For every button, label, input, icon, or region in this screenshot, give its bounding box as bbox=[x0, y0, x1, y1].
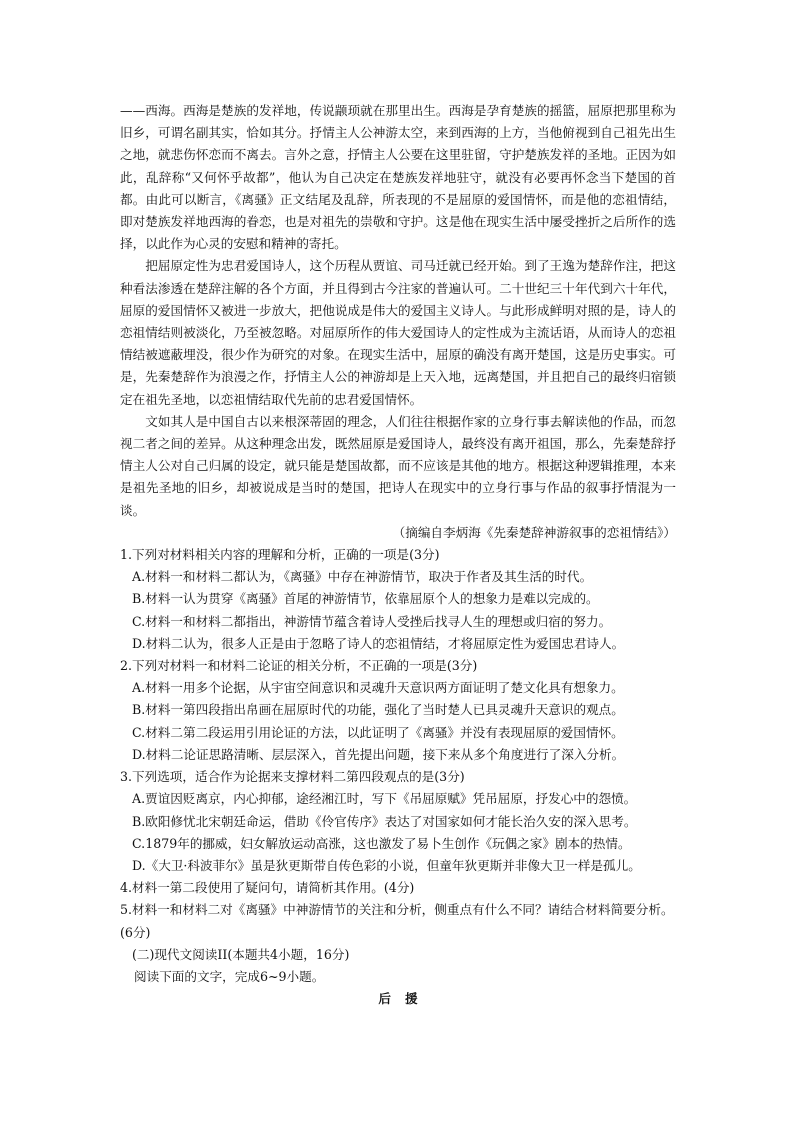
option-a: A.贾谊因贬离京，内心抑郁，途经湘江时，写下《吊屈原赋》凭吊屈原，抒发心中的怨愤。 bbox=[132, 791, 637, 807]
option-c: C.材料二第二段运用引用论证的方法，以此证明了《离骚》并没有表现屈原的爱国情怀。 bbox=[132, 724, 624, 740]
option-c: C.1879年的挪威，妇女解放运动高涨，这也激发了易卜生创作《玩偶之家》剧本的热情。 bbox=[132, 835, 631, 851]
question-3 bbox=[120, 766, 676, 877]
passage-paragraph-2: 把屈原定性为忠君爱国诗人，这个历程从贾谊、司马迁就已经开始。到了王逸为楚辞作注，把这种看法渗透在楚辞注解的各个方面，并且得到古今注家的普遍认可。二十世纪三十年代到六十年代，屈原的爱国情怀又被进一步放大，把他说成是伟大的爱国主义诗人。与此形成鲜明对照的是，诗人的恋祖情结则被淡化，乃至被忽略。对屈原所作的伟大爱国诗人的定性成为主流话语，从而诗人的恋祖情结被遮蔽埋没，很少作为研究的对象。在现实生活中，屈原的确没有离开楚国，这是历史事实。可是，先秦楚辞作为浪漫之作，抒情主人公的神游却是上天入地，远离楚国，并且把自己的最终归宿锁定在祖先圣地，以恋祖情结取代先前的忠君爱国情怀。 bbox=[120, 258, 676, 407]
section-instruction: 阅读下面的文字，完成6~9小题。 bbox=[134, 968, 325, 984]
question-stem: 2.下列对材料一和材料二论证的相关分析，不正确的一项是(3分) bbox=[120, 658, 478, 674]
passage-source: （摘编自李炳海《先秦楚辞神游叙事的恋祖情结》） bbox=[392, 524, 676, 540]
option-a: A.材料一和材料二都认为，《离骚》中存在神游情节，取决于作者及其生活的时代。 bbox=[132, 569, 593, 585]
question-1 bbox=[120, 544, 676, 655]
option-a: A.材料一用多个论据，从宇宙空间意识和灵魂升天意识两方面证明了楚文化具有想象力。 bbox=[132, 680, 624, 696]
question-2 bbox=[120, 655, 676, 766]
story-title: 后援 bbox=[378, 991, 432, 1007]
passage-paragraph-1: ——西海。西海是楚族的发祥地，传说颛顼就在那里出生。西海是孕育楚族的摇篮，屈原把那里称为旧乡，可谓名副其实，恰如其分。抒情主人公神游太空，来到西海的上方，当他俯视到自己祖先出生之地，就悲伤怀恋而不离去。言外之意，抒情主人公要在这里驻留，守护楚族发祥的圣地。正因为如此，乱辞称“又何怀乎故都”，他认为自己决定在楚族发祥地驻守，就没有必要再怀念当下楚国的首都。由此可以断言，《离骚》正文结尾及乱辞，所表现的不是屈原的爱国情怀，而是他的恋祖情结，即对楚族发祥地西海的眷恋，也是对祖先的崇敬和守护。这是他在现实生活中屡受挫折之后所作的选择，以此作为心灵的安慰和精神的寄托。 bbox=[120, 103, 676, 252]
question-5: 5.材料一和材料二对《离骚》中神游情节的关注和分析，侧重点有什么不同？请结合材料简要分析。(6分) bbox=[120, 902, 674, 940]
passage-paragraph-3: 文如其人是中国自古以来根深蒂固的理念，人们往往根据作家的立身行事去解读他的作品，而忽视二者之间的差异。从这种理念出发，既然屈原是爱国诗人，最终没有离开祖国，那么，先秦楚辞抒情主人公对自己归属的设定，就只能是楚国故都，而不应该是其他的地方。根据这种逻辑推理，本来是祖先圣地的旧乡，却被说成是当时的楚国，把诗人在现实中的立身行事与作品的叙事抒情混为一谈。 bbox=[120, 413, 676, 518]
question-stem: 3.下列选项，适合作为论据来支撑材料二第四段观点的是(3分) bbox=[120, 769, 465, 785]
option-d: D.材料二认为，很多人正是由于忽略了诗人的恋祖情结，才将屈原定性为爱国忠君诗人。 bbox=[132, 635, 625, 651]
option-b: B.材料一第四段指出帛画在屈原时代的功能，强化了当时楚人已具灵魂升天意识的观点。 bbox=[132, 702, 624, 718]
option-b: B.欧阳修忧北宋朝廷命运，借助《伶官传序》表达了对国家如何才能长治久安的深入思考。 bbox=[132, 813, 637, 829]
option-b: B.材料一认为贯穿《离骚》首尾的神游情节，依靠屈原个人的想象力是难以完成的。 bbox=[132, 591, 599, 607]
option-d: D.材料二论证思路清晰、层层深入，首先提出问题，接下来从多个角度进行了深入分析。 bbox=[132, 746, 625, 762]
document-page bbox=[120, 100, 676, 1010]
question-4: 4.材料一第二段使用了疑问句，请简析其作用。(4分) bbox=[120, 880, 415, 896]
option-d: D.《大卫·科波菲尔》虽是狄更斯带自传色彩的小说，但童年狄更斯并非像大卫一样是孤儿。 bbox=[132, 857, 641, 873]
section-heading: (二)现代文阅读II(本题共4小题，16分) bbox=[132, 946, 350, 962]
option-c: C.材料一和材料二都指出，神游情节蕴含着诗人受挫后找寻人生的理想或归宿的努力。 bbox=[132, 613, 612, 629]
question-stem: 1.下列对材料相关内容的理解和分析，正确的一项是(3分) bbox=[120, 547, 440, 563]
